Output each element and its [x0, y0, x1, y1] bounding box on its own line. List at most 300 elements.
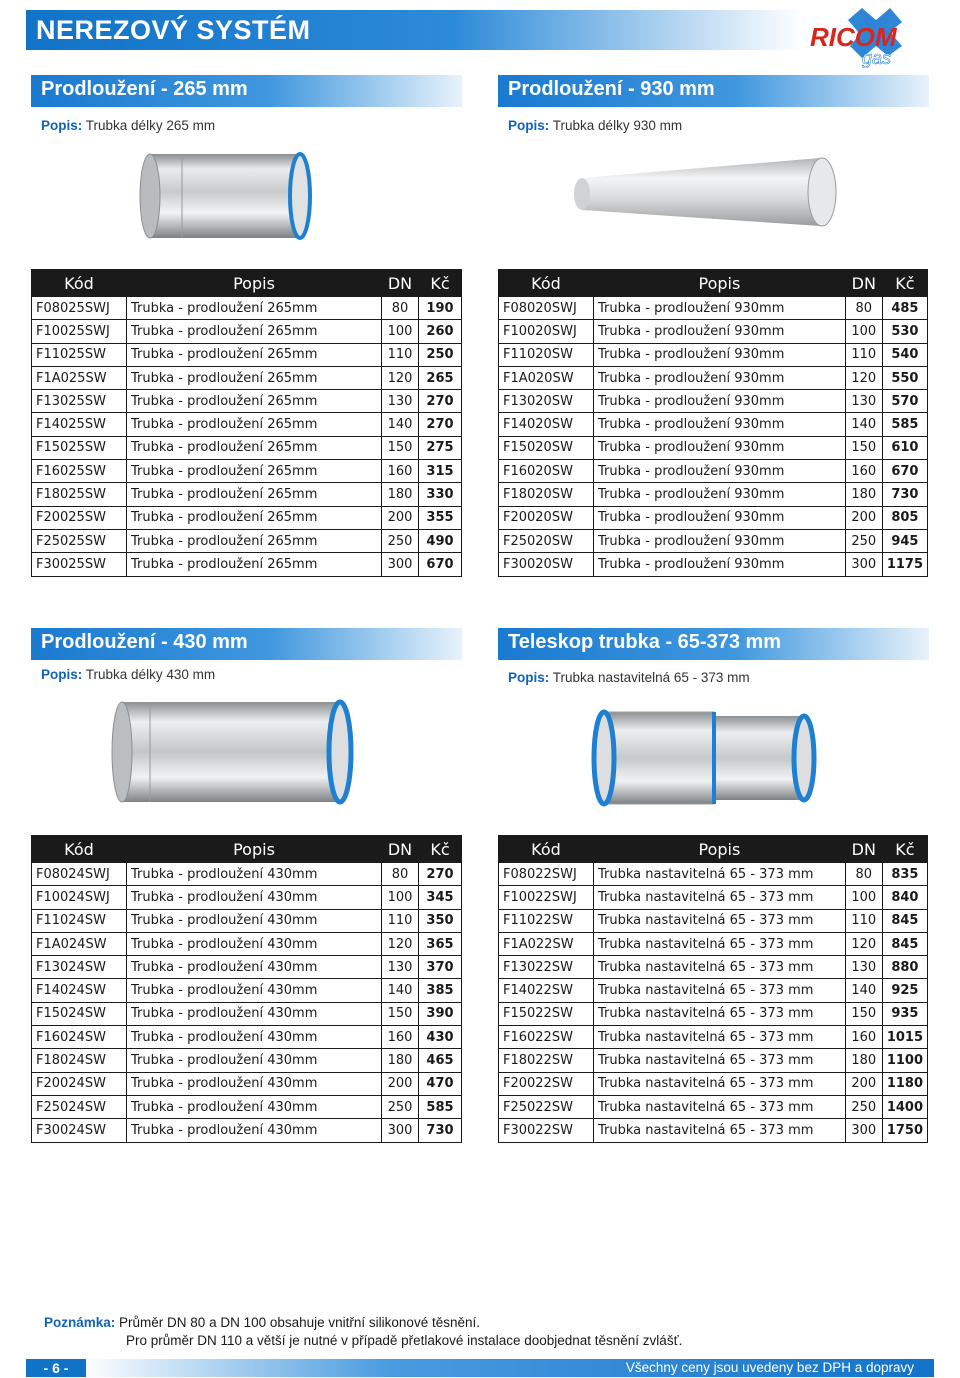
table-row — [32, 1049, 462, 1072]
table-row — [32, 436, 462, 459]
cell-code: F16020SW — [499, 460, 594, 483]
cell-dn: 120 — [845, 932, 882, 955]
cell-desc: Trubka nastavitelná 65 - 373 mm — [594, 1119, 846, 1142]
cell-dn: 300 — [845, 553, 882, 576]
cell-code: F25020SW — [499, 529, 594, 552]
cell-code: F30025SW — [32, 553, 127, 576]
cell-desc: Trubka - prodloužení 265mm — [127, 436, 382, 459]
col-dn: DN — [382, 836, 419, 863]
cell-dn: 110 — [382, 343, 419, 366]
section-title: Teleskop trubka - 65-373 mm — [508, 631, 782, 653]
cell-desc: Trubka - prodloužení 930mm — [594, 483, 846, 506]
col-dn: DN — [845, 270, 882, 297]
cell-price: 1750 — [882, 1119, 927, 1142]
desc-label: Popis: — [41, 118, 83, 133]
cell-dn: 140 — [382, 979, 419, 1002]
cell-desc: Trubka - prodloužení 930mm — [594, 460, 846, 483]
note-label: Poznámka: — [44, 1315, 116, 1330]
col-code: Kód — [499, 836, 594, 863]
cell-code: F11022SW — [499, 909, 594, 932]
cell-desc: Trubka - prodloužení 430mm — [127, 1072, 382, 1095]
cell-code: F18020SW — [499, 483, 594, 506]
ricom-gas-logo — [806, 6, 940, 68]
cell-desc: Trubka nastavitelná 65 - 373 mm — [594, 956, 846, 979]
cell-dn: 150 — [382, 1002, 419, 1025]
cell-code: F08024SWJ — [32, 863, 127, 886]
cell-desc: Trubka - prodloužení 430mm — [127, 932, 382, 955]
cell-dn: 180 — [382, 1049, 419, 1072]
cell-desc: Trubka - prodloužení 430mm — [127, 1119, 382, 1142]
cell-price: 1180 — [882, 1072, 927, 1095]
desc-text: Trubka délky 265 mm — [85, 118, 216, 133]
cell-code: F20025SW — [32, 506, 127, 529]
logo-text-ricom: RICOM — [810, 22, 897, 52]
cell-dn: 100 — [382, 320, 419, 343]
table-row — [32, 1002, 462, 1025]
table-row — [32, 979, 462, 1002]
cell-dn: 80 — [382, 863, 419, 886]
cell-desc: Trubka - prodloužení 265mm — [127, 390, 382, 413]
cell-code: F14024SW — [32, 979, 127, 1002]
section-430 — [31, 628, 462, 688]
pipe-telescopic-image — [588, 704, 828, 808]
table-row — [499, 1049, 928, 1072]
cell-price: 1100 — [882, 1049, 927, 1072]
cell-code: F10025SWJ — [32, 320, 127, 343]
cell-dn: 150 — [382, 436, 419, 459]
table-row — [499, 863, 928, 886]
cell-code: F15020SW — [499, 436, 594, 459]
cell-price: 250 — [419, 343, 462, 366]
cell-code: F1A024SW — [32, 932, 127, 955]
table-row — [499, 1026, 928, 1049]
cell-dn: 120 — [845, 366, 882, 389]
cell-price: 270 — [419, 413, 462, 436]
table-row — [32, 1026, 462, 1049]
price-table-telescopic — [498, 835, 928, 1143]
table-row — [499, 483, 928, 506]
cell-dn: 100 — [382, 886, 419, 909]
section-title-bar — [498, 75, 929, 107]
cell-price: 365 — [419, 932, 462, 955]
col-desc: Popis — [127, 270, 382, 297]
section-title: Prodloužení - 265 mm — [41, 78, 248, 100]
cell-price: 345 — [419, 886, 462, 909]
cell-price: 880 — [882, 956, 927, 979]
table-row — [32, 553, 462, 576]
cell-code: F25024SW — [32, 1095, 127, 1118]
cell-desc: Trubka - prodloužení 430mm — [127, 1026, 382, 1049]
table-row — [32, 932, 462, 955]
table-row — [499, 460, 928, 483]
table-row — [499, 366, 928, 389]
cell-code: F1A022SW — [499, 932, 594, 955]
col-desc: Popis — [127, 836, 382, 863]
cell-dn: 80 — [382, 297, 419, 320]
table-row — [32, 413, 462, 436]
cell-dn: 80 — [845, 863, 882, 886]
cell-desc: Trubka - prodloužení 430mm — [127, 863, 382, 886]
cell-dn: 110 — [845, 343, 882, 366]
cell-code: F1A020SW — [499, 366, 594, 389]
cell-desc: Trubka - prodloužení 265mm — [127, 320, 382, 343]
cell-desc: Trubka - prodloužení 265mm — [127, 297, 382, 320]
table-row — [499, 390, 928, 413]
cell-dn: 180 — [845, 483, 882, 506]
cell-price: 270 — [419, 390, 462, 413]
cell-price: 370 — [419, 956, 462, 979]
table-row — [32, 529, 462, 552]
cell-desc: Trubka - prodloužení 265mm — [127, 483, 382, 506]
cell-price: 805 — [882, 506, 927, 529]
cell-price: 570 — [882, 390, 927, 413]
cell-dn: 160 — [845, 460, 882, 483]
page-number: - 6 - — [26, 1359, 86, 1377]
cell-dn: 120 — [382, 932, 419, 955]
cell-code: F25022SW — [499, 1095, 594, 1118]
price-table-930 — [498, 269, 928, 577]
cell-desc: Trubka - prodloužení 930mm — [594, 413, 846, 436]
cell-dn: 150 — [845, 1002, 882, 1025]
cell-code: F20020SW — [499, 506, 594, 529]
cell-code: F16025SW — [32, 460, 127, 483]
cell-price: 585 — [419, 1095, 462, 1118]
cell-desc: Trubka nastavitelná 65 - 373 mm — [594, 1095, 846, 1118]
cell-price: 1015 — [882, 1026, 927, 1049]
cell-desc: Trubka nastavitelná 65 - 373 mm — [594, 886, 846, 909]
cell-desc: Trubka - prodloužení 430mm — [127, 909, 382, 932]
cell-dn: 140 — [845, 979, 882, 1002]
table-row — [32, 1095, 462, 1118]
table-row — [499, 436, 928, 459]
logo-text-gas: gas — [862, 48, 892, 68]
col-desc: Popis — [594, 836, 846, 863]
cell-price: 1175 — [882, 553, 927, 576]
cell-price: 350 — [419, 909, 462, 932]
cell-code: F08025SWJ — [32, 297, 127, 320]
table-row — [32, 1119, 462, 1142]
cell-desc: Trubka nastavitelná 65 - 373 mm — [594, 909, 846, 932]
cell-dn: 120 — [382, 366, 419, 389]
cell-price: 945 — [882, 529, 927, 552]
section-telescopic — [498, 628, 929, 688]
pipe-430-image — [110, 696, 360, 808]
cell-code: F20024SW — [32, 1072, 127, 1095]
section-title: Prodloužení - 430 mm — [41, 631, 248, 653]
desc-text: Trubka nastavitelná 65 - 373 mm — [552, 670, 750, 685]
cell-code: F14025SW — [32, 413, 127, 436]
table-row — [32, 909, 462, 932]
cell-code: F30020SW — [499, 553, 594, 576]
cell-price: 540 — [882, 343, 927, 366]
cell-desc: Trubka - prodloužení 930mm — [594, 553, 846, 576]
cell-code: F20022SW — [499, 1072, 594, 1095]
cell-code: F18024SW — [32, 1049, 127, 1072]
section-description — [508, 118, 682, 133]
col-code: Kód — [32, 270, 127, 297]
cell-code: F14020SW — [499, 413, 594, 436]
section-title-bar — [498, 628, 929, 660]
pipe-930-image — [570, 152, 850, 232]
cell-price: 550 — [882, 366, 927, 389]
section-930 — [498, 75, 929, 135]
cell-dn: 300 — [382, 1119, 419, 1142]
table-row — [499, 909, 928, 932]
table-row — [32, 460, 462, 483]
cell-desc: Trubka - prodloužení 930mm — [594, 436, 846, 459]
section-description — [41, 118, 215, 133]
footer-text: Všechny ceny jsou uvedeny bez DPH a dopravy — [625, 1360, 914, 1375]
pipe-265-image — [138, 146, 318, 242]
col-price: Kč — [419, 836, 462, 863]
cell-price: 840 — [882, 886, 927, 909]
section-265 — [31, 75, 462, 135]
cell-dn: 300 — [845, 1119, 882, 1142]
cell-code: F15024SW — [32, 1002, 127, 1025]
desc-label: Popis: — [508, 670, 550, 685]
table-row — [32, 366, 462, 389]
cell-code: F15022SW — [499, 1002, 594, 1025]
cell-code: F08022SWJ — [499, 863, 594, 886]
cell-dn: 150 — [845, 436, 882, 459]
col-code: Kód — [499, 270, 594, 297]
cell-desc: Trubka - prodloužení 930mm — [594, 529, 846, 552]
table-row — [499, 932, 928, 955]
table-row — [499, 956, 928, 979]
cell-dn: 180 — [382, 483, 419, 506]
desc-label: Popis: — [41, 667, 83, 682]
cell-code: F13024SW — [32, 956, 127, 979]
cell-price: 845 — [882, 932, 927, 955]
cell-code: F10024SWJ — [32, 886, 127, 909]
cell-code: F13022SW — [499, 956, 594, 979]
table-row — [499, 343, 928, 366]
cell-dn: 100 — [845, 886, 882, 909]
table-row — [499, 979, 928, 1002]
cell-price: 470 — [419, 1072, 462, 1095]
table-row — [32, 297, 462, 320]
cell-dn: 130 — [382, 956, 419, 979]
cell-dn: 250 — [382, 529, 419, 552]
table-row — [499, 553, 928, 576]
cell-desc: Trubka - prodloužení 430mm — [127, 886, 382, 909]
cell-dn: 250 — [845, 529, 882, 552]
cell-dn: 110 — [382, 909, 419, 932]
col-code: Kód — [32, 836, 127, 863]
cell-desc: Trubka - prodloužení 265mm — [127, 529, 382, 552]
cell-desc: Trubka - prodloužení 265mm — [127, 460, 382, 483]
cell-dn: 160 — [382, 1026, 419, 1049]
cell-price: 265 — [419, 366, 462, 389]
footer-bar — [26, 1359, 934, 1377]
desc-text: Trubka délky 930 mm — [552, 118, 683, 133]
table-row — [499, 320, 928, 343]
col-price: Kč — [882, 836, 927, 863]
table-row — [499, 1002, 928, 1025]
cell-desc: Trubka - prodloužení 430mm — [127, 956, 382, 979]
cell-desc: Trubka - prodloužení 930mm — [594, 320, 846, 343]
cell-code: F13025SW — [32, 390, 127, 413]
cell-dn: 200 — [382, 506, 419, 529]
cell-code: F14022SW — [499, 979, 594, 1002]
cell-desc: Trubka - prodloužení 265mm — [127, 343, 382, 366]
cell-desc: Trubka nastavitelná 65 - 373 mm — [594, 1049, 846, 1072]
cell-price: 610 — [882, 436, 927, 459]
cell-dn: 250 — [845, 1095, 882, 1118]
cell-price: 390 — [419, 1002, 462, 1025]
note-line-1: Průměr DN 80 a DN 100 obsahuje vnitřní silikonové těsnění. — [119, 1315, 480, 1330]
table-row — [499, 529, 928, 552]
cell-price: 1400 — [882, 1095, 927, 1118]
cell-price: 730 — [882, 483, 927, 506]
cell-dn: 250 — [382, 1095, 419, 1118]
cell-desc: Trubka - prodloužení 930mm — [594, 297, 846, 320]
col-dn: DN — [382, 270, 419, 297]
table-row — [32, 886, 462, 909]
cell-price: 530 — [882, 320, 927, 343]
cell-desc: Trubka - prodloužení 930mm — [594, 390, 846, 413]
cell-desc: Trubka - prodloužení 265mm — [127, 506, 382, 529]
cell-desc: Trubka nastavitelná 65 - 373 mm — [594, 1072, 846, 1095]
price-table-430 — [31, 835, 462, 1143]
note-block — [44, 1314, 682, 1350]
table-row — [32, 320, 462, 343]
cell-code: F11020SW — [499, 343, 594, 366]
cell-dn: 160 — [382, 460, 419, 483]
page-title: NEREZOVÝ SYSTÉM — [36, 15, 311, 45]
cell-price: 845 — [882, 909, 927, 932]
table-row — [32, 956, 462, 979]
table-row — [32, 863, 462, 886]
cell-dn: 130 — [382, 390, 419, 413]
cell-code: F10020SWJ — [499, 320, 594, 343]
cell-desc: Trubka - prodloužení 930mm — [594, 506, 846, 529]
col-desc: Popis — [594, 270, 846, 297]
cell-desc: Trubka - prodloužení 265mm — [127, 413, 382, 436]
table-row — [499, 297, 928, 320]
cell-code: F16024SW — [32, 1026, 127, 1049]
cell-code: F11024SW — [32, 909, 127, 932]
cell-desc: Trubka nastavitelná 65 - 373 mm — [594, 1002, 846, 1025]
cell-dn: 300 — [382, 553, 419, 576]
table-row — [499, 506, 928, 529]
cell-dn: 80 — [845, 297, 882, 320]
cell-price: 270 — [419, 863, 462, 886]
desc-text: Trubka délky 430 mm — [85, 667, 216, 682]
cell-dn: 160 — [845, 1026, 882, 1049]
table-row — [499, 1095, 928, 1118]
cell-price: 465 — [419, 1049, 462, 1072]
cell-desc: Trubka - prodloužení 430mm — [127, 1095, 382, 1118]
cell-dn: 200 — [382, 1072, 419, 1095]
cell-desc: Trubka - prodloužení 430mm — [127, 1002, 382, 1025]
section-description — [508, 670, 750, 685]
col-price: Kč — [419, 270, 462, 297]
col-dn: DN — [845, 836, 882, 863]
cell-code: F25025SW — [32, 529, 127, 552]
cell-code: F15025SW — [32, 436, 127, 459]
cell-desc: Trubka - prodloužení 265mm — [127, 553, 382, 576]
cell-code: F08020SWJ — [499, 297, 594, 320]
cell-price: 275 — [419, 436, 462, 459]
cell-price: 355 — [419, 506, 462, 529]
header-bar — [26, 10, 802, 50]
cell-code: F30022SW — [499, 1119, 594, 1142]
cell-price: 385 — [419, 979, 462, 1002]
table-row — [499, 886, 928, 909]
table-row — [499, 1072, 928, 1095]
cell-dn: 140 — [382, 413, 419, 436]
cell-dn: 110 — [845, 909, 882, 932]
cell-price: 935 — [882, 1002, 927, 1025]
cell-code: F18025SW — [32, 483, 127, 506]
cell-code: F16022SW — [499, 1026, 594, 1049]
cell-dn: 200 — [845, 1072, 882, 1095]
cell-code: F18022SW — [499, 1049, 594, 1072]
cell-price: 670 — [882, 460, 927, 483]
cell-price: 585 — [882, 413, 927, 436]
table-row — [32, 1072, 462, 1095]
cell-desc: Trubka - prodloužení 930mm — [594, 343, 846, 366]
cell-dn: 130 — [845, 390, 882, 413]
section-title: Prodloužení - 930 mm — [508, 78, 715, 100]
cell-code: F11025SW — [32, 343, 127, 366]
cell-price: 315 — [419, 460, 462, 483]
cell-price: 430 — [419, 1026, 462, 1049]
section-description — [41, 667, 215, 682]
cell-price: 925 — [882, 979, 927, 1002]
table-row — [32, 343, 462, 366]
cell-price: 670 — [419, 553, 462, 576]
section-title-bar — [31, 75, 462, 107]
cell-desc: Trubka nastavitelná 65 - 373 mm — [594, 979, 846, 1002]
note-line-2: Pro průměr DN 110 a větší je nutné v případě přetlakové instalace doobjednat těsnění zvlášť. — [126, 1333, 683, 1348]
cell-dn: 140 — [845, 413, 882, 436]
table-row — [499, 413, 928, 436]
cell-desc: Trubka - prodloužení 430mm — [127, 979, 382, 1002]
table-row — [32, 390, 462, 413]
cell-dn: 100 — [845, 320, 882, 343]
section-title-bar — [31, 628, 462, 660]
table-row — [32, 506, 462, 529]
cell-price: 260 — [419, 320, 462, 343]
cell-price: 330 — [419, 483, 462, 506]
table-row — [499, 1119, 928, 1142]
cell-code: F30024SW — [32, 1119, 127, 1142]
cell-dn: 130 — [845, 956, 882, 979]
desc-label: Popis: — [508, 118, 550, 133]
cell-desc: Trubka nastavitelná 65 - 373 mm — [594, 932, 846, 955]
cell-price: 730 — [419, 1119, 462, 1142]
cell-code: F10022SWJ — [499, 886, 594, 909]
cell-price: 485 — [882, 297, 927, 320]
cell-code: F1A025SW — [32, 366, 127, 389]
col-price: Kč — [882, 270, 927, 297]
cell-dn: 200 — [845, 506, 882, 529]
cell-desc: Trubka - prodloužení 430mm — [127, 1049, 382, 1072]
cell-desc: Trubka nastavitelná 65 - 373 mm — [594, 863, 846, 886]
cell-desc: Trubka nastavitelná 65 - 373 mm — [594, 1026, 846, 1049]
table-row — [32, 483, 462, 506]
cell-price: 835 — [882, 863, 927, 886]
cell-desc: Trubka - prodloužení 265mm — [127, 366, 382, 389]
cell-dn: 180 — [845, 1049, 882, 1072]
cell-code: F13020SW — [499, 390, 594, 413]
cell-price: 190 — [419, 297, 462, 320]
price-table-265 — [31, 269, 462, 577]
cell-desc: Trubka - prodloužení 930mm — [594, 366, 846, 389]
cell-price: 490 — [419, 529, 462, 552]
